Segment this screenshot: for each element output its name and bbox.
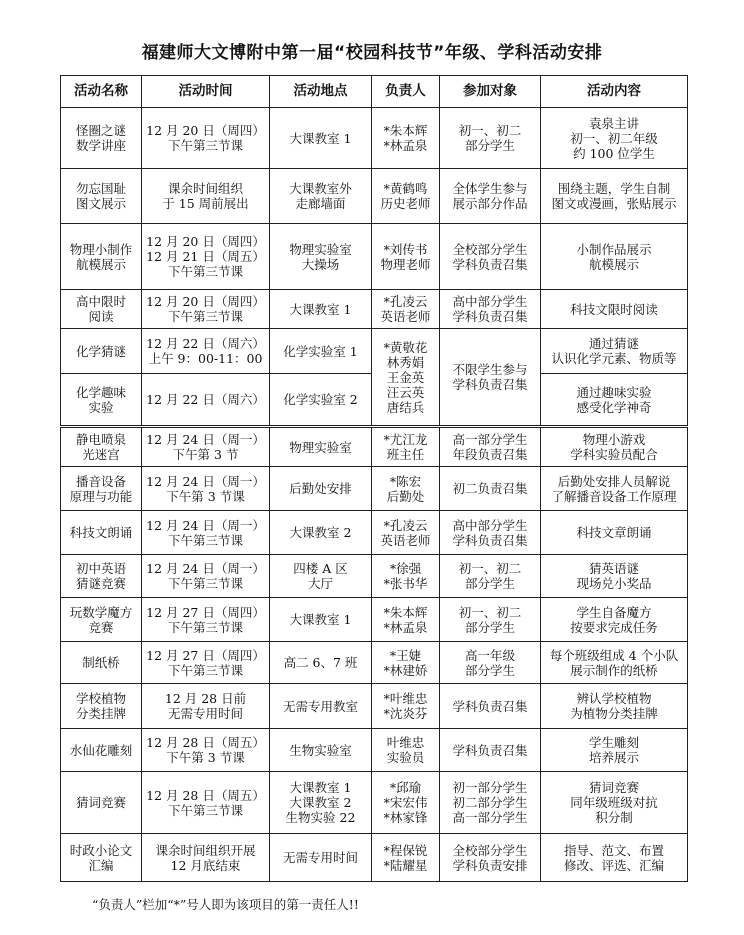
participants-cell: 全体学生参与 展示部分作品	[440, 169, 541, 224]
lead-cell: *黄鹤鸣 历史老师	[372, 169, 440, 224]
header-participants: 参加对象	[440, 76, 541, 108]
footnote: “负责人”栏加“*”号人即为该项目的第一责任人!!	[92, 897, 359, 912]
participants-cell: 高中部分学生 学科负责召集	[440, 511, 541, 555]
participants-cell: 不限学生参与 学科负责召集	[440, 329, 541, 427]
content-cell: 猜词竞赛 同年级班级对抗 积分制	[541, 772, 688, 834]
activity-place-cell: 物理实验室	[270, 427, 372, 467]
activity-place-cell: 大课教室 1 大课教室 2 生物实验 22	[270, 772, 372, 834]
lead-cell: *程保锐 *陆耀星	[372, 834, 440, 882]
activity-place-cell: 化学实验室 2	[270, 374, 372, 427]
table-row	[61, 467, 688, 511]
content-cell: 辨认学校植物 为植物分类挂牌	[541, 684, 688, 729]
header-activity-name: 活动名称	[61, 76, 142, 108]
activity-time-cell: 12 月 28 日（周五） 下午第三节课	[142, 772, 270, 834]
activity-place-cell: 四楼 A 区 大厅	[270, 555, 372, 598]
activity-place-cell: 无需专用教室	[270, 684, 372, 729]
activity-time-cell: 课余时间组织 于 15 周前展出	[142, 169, 270, 224]
participants-cell: 学科负责召集	[440, 684, 541, 729]
content-cell: 后勤处安排人员解说 了解播音设备工作原理	[541, 467, 688, 511]
activity-time-cell: 12 月 27 日（周四） 下午第三节课	[142, 598, 270, 642]
lead-cell: *黄敬花 林秀娟 王金英 汪云英 唐结兵	[372, 329, 440, 427]
table-row	[61, 729, 688, 772]
content-cell: 指导、范文、布置 修改、评选、汇编	[541, 834, 688, 882]
participants-cell: 高一年级 部分学生	[440, 642, 541, 684]
page-title: 福建师大文博附中第一届“校园科技节”年级、学科活动安排	[141, 43, 603, 63]
lead-cell: *徐强 *张书华	[372, 555, 440, 598]
table-row	[61, 555, 688, 598]
activity-name-cell: 化学趣味 实验	[61, 374, 142, 427]
table-header-row	[61, 76, 688, 108]
header-activity-place: 活动地点	[270, 76, 372, 108]
table-row	[61, 329, 688, 374]
activity-place-cell: 大课教室外 走廊墙面	[270, 169, 372, 224]
lead-cell: *朱本辉 *林孟泉	[372, 108, 440, 169]
activity-place-cell: 大课教室 1	[270, 598, 372, 642]
table-row	[61, 772, 688, 834]
table-row	[61, 427, 688, 467]
lead-cell: *尤江龙 班主任	[372, 427, 440, 467]
activity-place-cell: 大课教室 1	[270, 290, 372, 329]
content-cell: 科技文限时阅读	[541, 290, 688, 329]
content-cell: 围绕主题，学生自制 图文或漫画，张贴展示	[541, 169, 688, 224]
activity-time-cell: 12 月 28 日（周五） 下午第 3 节课	[142, 729, 270, 772]
content-cell: 物理小游戏 学科实验员配合	[541, 427, 688, 467]
activity-time-cell: 12 月 24 日（周一） 下午第三节课	[142, 511, 270, 555]
activity-name-cell: 时政小论文 汇编	[61, 834, 142, 882]
activity-time-cell: 课余时间组织开展 12 月底结束	[142, 834, 270, 882]
activity-schedule-table	[60, 75, 688, 882]
content-cell: 学生雕刻 培养展示	[541, 729, 688, 772]
participants-cell: 高中部分学生 学科负责召集	[440, 290, 541, 329]
content-cell: 科技文章朗诵	[541, 511, 688, 555]
activity-place-cell: 物理实验室 大操场	[270, 224, 372, 290]
lead-cell: *孔凌云 英语老师	[372, 511, 440, 555]
activity-name-cell: 猜词竞赛	[61, 772, 142, 834]
activity-place-cell: 大课教室 2	[270, 511, 372, 555]
table-row	[61, 684, 688, 729]
table-row	[61, 511, 688, 555]
activity-name-cell: 勿忘国耻 图文展示	[61, 169, 142, 224]
activity-place-cell: 高二 6、7 班	[270, 642, 372, 684]
activity-time-cell: 12 月 20 日（周四） 12 月 21 日（周五） 下午第三节课	[142, 224, 270, 290]
activity-time-cell: 12 月 24 日（周一） 下午第 3 节课	[142, 467, 270, 511]
table-row	[61, 598, 688, 642]
lead-cell: *刘传书 物理老师	[372, 224, 440, 290]
activity-time-cell: 12 月 22 日（周六） 上午 9：00-11：00	[142, 329, 270, 374]
activity-name-cell: 学校植物 分类挂牌	[61, 684, 142, 729]
activity-place-cell: 无需专用时间	[270, 834, 372, 882]
participants-cell: 高一部分学生 年段负责召集	[440, 427, 541, 467]
lead-cell: *朱本辉 *林孟泉	[372, 598, 440, 642]
lead-cell: *陈宏 后勤处	[372, 467, 440, 511]
participants-cell: 全校部分学生 学科负责安排	[440, 834, 541, 882]
table-row	[61, 224, 688, 290]
content-cell: 通过猜谜 认识化学元素、物质等	[541, 329, 688, 374]
participants-cell: 初一部分学生 初二部分学生 高一部分学生	[440, 772, 541, 834]
activity-time-cell: 12 月 24 日（周一） 下午第三节课	[142, 555, 270, 598]
activity-name-cell: 高中限时 阅读	[61, 290, 142, 329]
participants-cell: 初二负责召集	[440, 467, 541, 511]
activity-name-cell: 玩数学魔方 竞赛	[61, 598, 142, 642]
table-row	[61, 834, 688, 882]
lead-cell: *邱瑜 *宋宏伟 *林家锋	[372, 772, 440, 834]
activity-place-cell: 化学实验室 1	[270, 329, 372, 374]
lead-cell: *王婕 *林建娇	[372, 642, 440, 684]
participants-cell: 学科负责召集	[440, 729, 541, 772]
activity-time-cell: 12 月 20 日（周四） 下午第三节课	[142, 290, 270, 329]
content-cell: 猜英语谜 现场兑小奖品	[541, 555, 688, 598]
activity-place-cell: 后勤处安排	[270, 467, 372, 511]
content-cell: 学生自备魔方 按要求完成任务	[541, 598, 688, 642]
participants-cell: 初一、初二 部分学生	[440, 555, 541, 598]
activity-time-cell: 12 月 28 日前 无需专用时间	[142, 684, 270, 729]
content-cell: 通过趣味实验 感受化学神奇	[541, 374, 688, 427]
lead-cell: 叶维忠 实验员	[372, 729, 440, 772]
lead-cell: *叶维忠 *沈炎芬	[372, 684, 440, 729]
table-row	[61, 642, 688, 684]
lead-cell: *孔凌云 英语老师	[372, 290, 440, 329]
table-row	[61, 108, 688, 169]
activity-name-cell: 科技文朗诵	[61, 511, 142, 555]
content-cell: 每个班级组成 4 个小队 展示制作的纸桥	[541, 642, 688, 684]
activity-name-cell: 化学猜谜	[61, 329, 142, 374]
table-row	[61, 169, 688, 224]
activity-time-cell: 12 月 22 日（周六）	[142, 374, 270, 427]
participants-cell: 初一、初二 部分学生	[440, 108, 541, 169]
header-content: 活动内容	[541, 76, 688, 108]
activity-time-cell: 12 月 27 日（周四） 下午第三节课	[142, 642, 270, 684]
header-lead: 负责人	[372, 76, 440, 108]
table-row	[61, 290, 688, 329]
activity-name-cell: 怪圈之谜 数学讲座	[61, 108, 142, 169]
content-cell: 小制作品展示 航模展示	[541, 224, 688, 290]
activity-time-cell: 12 月 24 日（周一） 下午第 3 节	[142, 427, 270, 467]
participants-cell: 初一、初二 部分学生	[440, 598, 541, 642]
header-activity-time: 活动时间	[142, 76, 270, 108]
activity-place-cell: 生物实验室	[270, 729, 372, 772]
activity-name-cell: 物理小制作 航模展示	[61, 224, 142, 290]
activity-place-cell: 大课教室 1	[270, 108, 372, 169]
content-cell: 袁泉主讲 初一、初二年级 约 100 位学生	[541, 108, 688, 169]
activity-name-cell: 播音设备 原理与功能	[61, 467, 142, 511]
participants-cell: 全校部分学生 学科负责召集	[440, 224, 541, 290]
activity-time-cell: 12 月 20 日（周四） 下午第三节课	[142, 108, 270, 169]
activity-name-cell: 水仙花雕刻	[61, 729, 142, 772]
activity-name-cell: 制纸桥	[61, 642, 142, 684]
activity-name-cell: 静电喷泉 光迷宫	[61, 427, 142, 467]
activity-name-cell: 初中英语 猜谜竞赛	[61, 555, 142, 598]
